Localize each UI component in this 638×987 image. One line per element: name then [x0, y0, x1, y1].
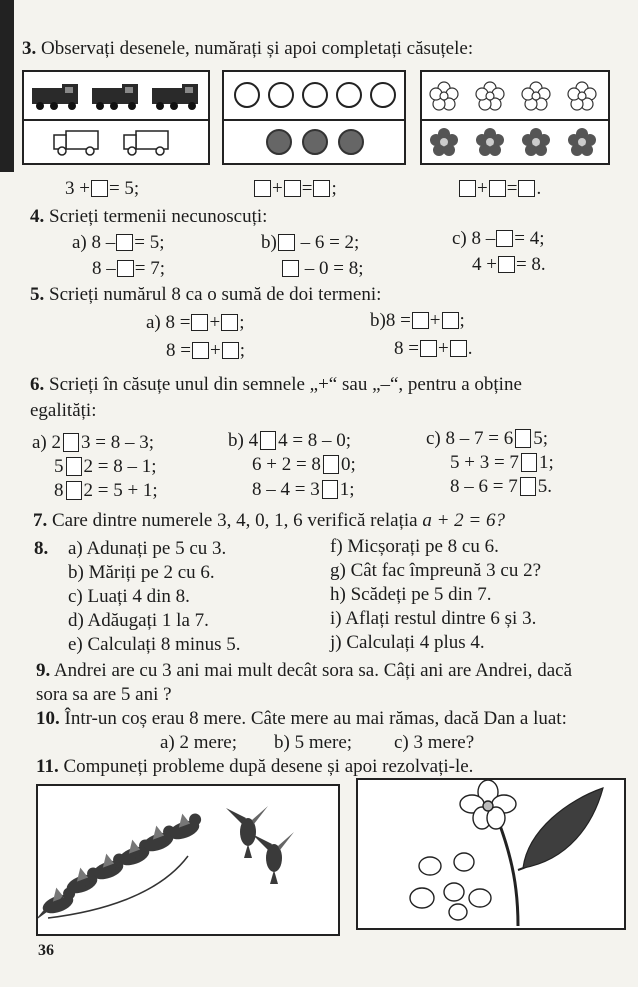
ex6-b3: 8 – 4 = 3 1; [252, 479, 355, 500]
ex10-option-b: b) 5 mere; [274, 732, 353, 753]
ex4-c1: c) 8 – = 4; [452, 228, 545, 249]
circles-panel [222, 70, 406, 165]
ex8-item-c: c) Luați 4 din 8. [68, 586, 190, 607]
stem-line [498, 820, 518, 926]
sign-box[interactable] [521, 453, 537, 472]
ex8-item-g: g) Cât fac împreună 3 cu 2? [330, 560, 542, 581]
ex8-item-e: e) Calculați 8 minus 5. [68, 634, 241, 655]
ex8-number: 8. [34, 538, 49, 559]
answer-box[interactable] [278, 234, 295, 251]
flower-icon [430, 82, 458, 110]
answer-box[interactable] [518, 180, 535, 197]
answer-box[interactable] [221, 314, 238, 331]
ex5-a2: 8 = + ; [166, 340, 245, 361]
leaf-icon [523, 788, 603, 868]
answer-box[interactable] [450, 340, 467, 357]
ex3-heading [22, 38, 473, 60]
circle-icon [266, 129, 292, 155]
bird-icon [252, 832, 294, 884]
flower-icon [522, 128, 550, 156]
ex3-number: 3. [22, 38, 37, 59]
answer-box[interactable] [489, 180, 506, 197]
panel-divider [224, 119, 404, 121]
ex8-item-a: a) Adunați pe 5 cu 3. [68, 538, 227, 559]
flower-leaf-picture [356, 778, 626, 930]
ex7-heading: 7. Care dintre numerele 3, 4, 0, 1, 6 verifică relația a + 2 = 6? [33, 510, 505, 531]
flower-icon [476, 128, 504, 156]
ex8-item-j: j) Calculați 4 plus 4. [330, 632, 485, 653]
answer-box[interactable] [116, 234, 133, 251]
flower-icon [568, 128, 596, 156]
birds-drawing [38, 786, 338, 934]
petal-icon [419, 857, 441, 875]
answer-box[interactable] [282, 260, 299, 277]
truck-icon [32, 84, 78, 110]
ex3-text: Observați desenele, numărați și apoi completați căsuțele: [41, 38, 474, 59]
answer-box[interactable] [91, 180, 108, 197]
ex6-c2: 5 + 3 = 7 1; [450, 452, 554, 473]
flower-icon [522, 82, 550, 110]
circle-icon [302, 82, 328, 108]
ex5-heading: 5. Scrieți numărul 8 ca o sumă de doi termeni: [30, 284, 382, 305]
answer-box[interactable] [254, 180, 271, 197]
ex8-item-d: d) Adăugați 1 la 7. [68, 610, 209, 631]
ex10-option-c: c) 3 mere? [394, 732, 475, 753]
ex4-a2: 8 – = 7; [92, 258, 165, 279]
birds-picture [36, 784, 340, 936]
ex4-b1: b) – 6 = 2; [261, 232, 360, 253]
answer-box[interactable] [442, 312, 459, 329]
answer-box[interactable] [496, 230, 513, 247]
ex4-heading: 4. Scrieți termenii necunoscuți: [30, 206, 268, 227]
ex6-heading-line2: egalități: [30, 400, 97, 421]
answer-box[interactable] [420, 340, 437, 357]
flower-leaf-drawing [358, 780, 624, 928]
sign-box[interactable] [260, 431, 276, 450]
ex8-item-h: h) Scădeți pe 5 din 7. [330, 584, 492, 605]
ex4-b2: – 0 = 8; [281, 258, 364, 280]
petal-icon [454, 853, 474, 871]
petal-icon [444, 883, 464, 901]
answer-box[interactable] [498, 256, 515, 273]
flowers-panel [420, 70, 610, 165]
flower-icon [476, 82, 504, 110]
ex9-line2: sora sa are 5 ani ? [36, 684, 172, 705]
sign-box[interactable] [323, 455, 339, 474]
petal-icon [410, 888, 434, 908]
ex9-line1: 9. Andrei are cu 3 ani mai mult decât sora sa. Câți ani are Andrei, dacă [36, 660, 573, 681]
ex4-c2: 4 + = 8. [472, 254, 546, 275]
sign-box[interactable] [66, 457, 82, 476]
ex8-item-f: f) Micșorați pe 8 cu 6. [330, 536, 499, 557]
ex8-item-b: b) Măriți pe 2 cu 6. [68, 562, 215, 583]
flower-icon [460, 780, 516, 829]
answer-box[interactable] [191, 314, 208, 331]
answer-box[interactable] [222, 342, 239, 359]
page-number: 36 [38, 942, 54, 959]
petal-icon [449, 904, 467, 920]
ex11-heading: 11. Compuneți probleme după desene și apoi rezolvați-le. [36, 756, 474, 777]
ex3-eq1: 3 + = 5; [65, 178, 140, 199]
truck-icon [152, 84, 198, 110]
ex6-heading: 6. Scrieți în căsuțe unul din semnele „+“ sau „–“, pentru a obține [30, 374, 522, 395]
ex5-b2: 8 = + . [394, 338, 473, 359]
ex3-eq2: + = ; [253, 178, 337, 200]
circle-icon [338, 129, 364, 155]
flower-icon [568, 82, 596, 110]
flower-icon [430, 128, 458, 156]
flowers-drawing [422, 72, 608, 163]
ex6-b2: 6 + 2 = 8 0; [252, 454, 356, 475]
ex10-option-a: a) 2 mere; [160, 732, 238, 753]
ex6-b1: b) 4 4 = 8 – 0; [228, 430, 352, 451]
ex8-item-i: i) Aflați restul dintre 6 și 3. [330, 608, 537, 629]
circle-icon [268, 82, 294, 108]
trucks-drawing [24, 72, 208, 163]
answer-box[interactable] [284, 180, 301, 197]
page-edge-marker [0, 0, 14, 172]
ex6-c3: 8 – 6 = 7 5. [450, 476, 552, 497]
bird-icon [226, 806, 268, 858]
truck-icon [92, 84, 138, 110]
ex6-a3: 8 2 = 5 + 1; [54, 480, 158, 501]
answer-box[interactable] [459, 180, 476, 197]
ex10-heading: 10. Într-un coș erau 8 mere. Câte mere au mai rămas, dacă Dan a luat: [36, 708, 567, 729]
sign-box[interactable] [66, 481, 82, 500]
ex5-a1: a) 8 = + ; [146, 312, 245, 333]
ex4-a1: a) 8 – = 5; [72, 232, 165, 253]
sign-box[interactable] [515, 429, 531, 448]
ex5-b1: b)8 = + ; [370, 310, 465, 331]
ex6-c1: c) 8 – 7 = 6 5; [426, 428, 549, 449]
answer-box[interactable] [313, 180, 330, 197]
answer-box[interactable] [192, 342, 209, 359]
answer-box[interactable] [412, 312, 429, 329]
sign-box[interactable] [520, 477, 536, 496]
trucks-panel [22, 70, 210, 165]
sign-box[interactable] [322, 480, 338, 499]
ex6-a2: 5 2 = 8 – 1; [54, 456, 157, 477]
ex3-eq3: + = . [458, 178, 541, 200]
circle-icon [370, 82, 396, 108]
truck-icon [124, 131, 168, 155]
circle-icon [234, 82, 260, 108]
sign-box[interactable] [63, 433, 79, 452]
circle-icon [302, 129, 328, 155]
ex7-relation: a + 2 = 6? [422, 510, 505, 531]
ex6-a1: a) 2 3 = 8 – 3; [32, 432, 155, 453]
answer-box[interactable] [117, 260, 134, 277]
circle-icon [336, 82, 362, 108]
truck-icon [54, 131, 98, 155]
petal-icon [469, 889, 491, 907]
